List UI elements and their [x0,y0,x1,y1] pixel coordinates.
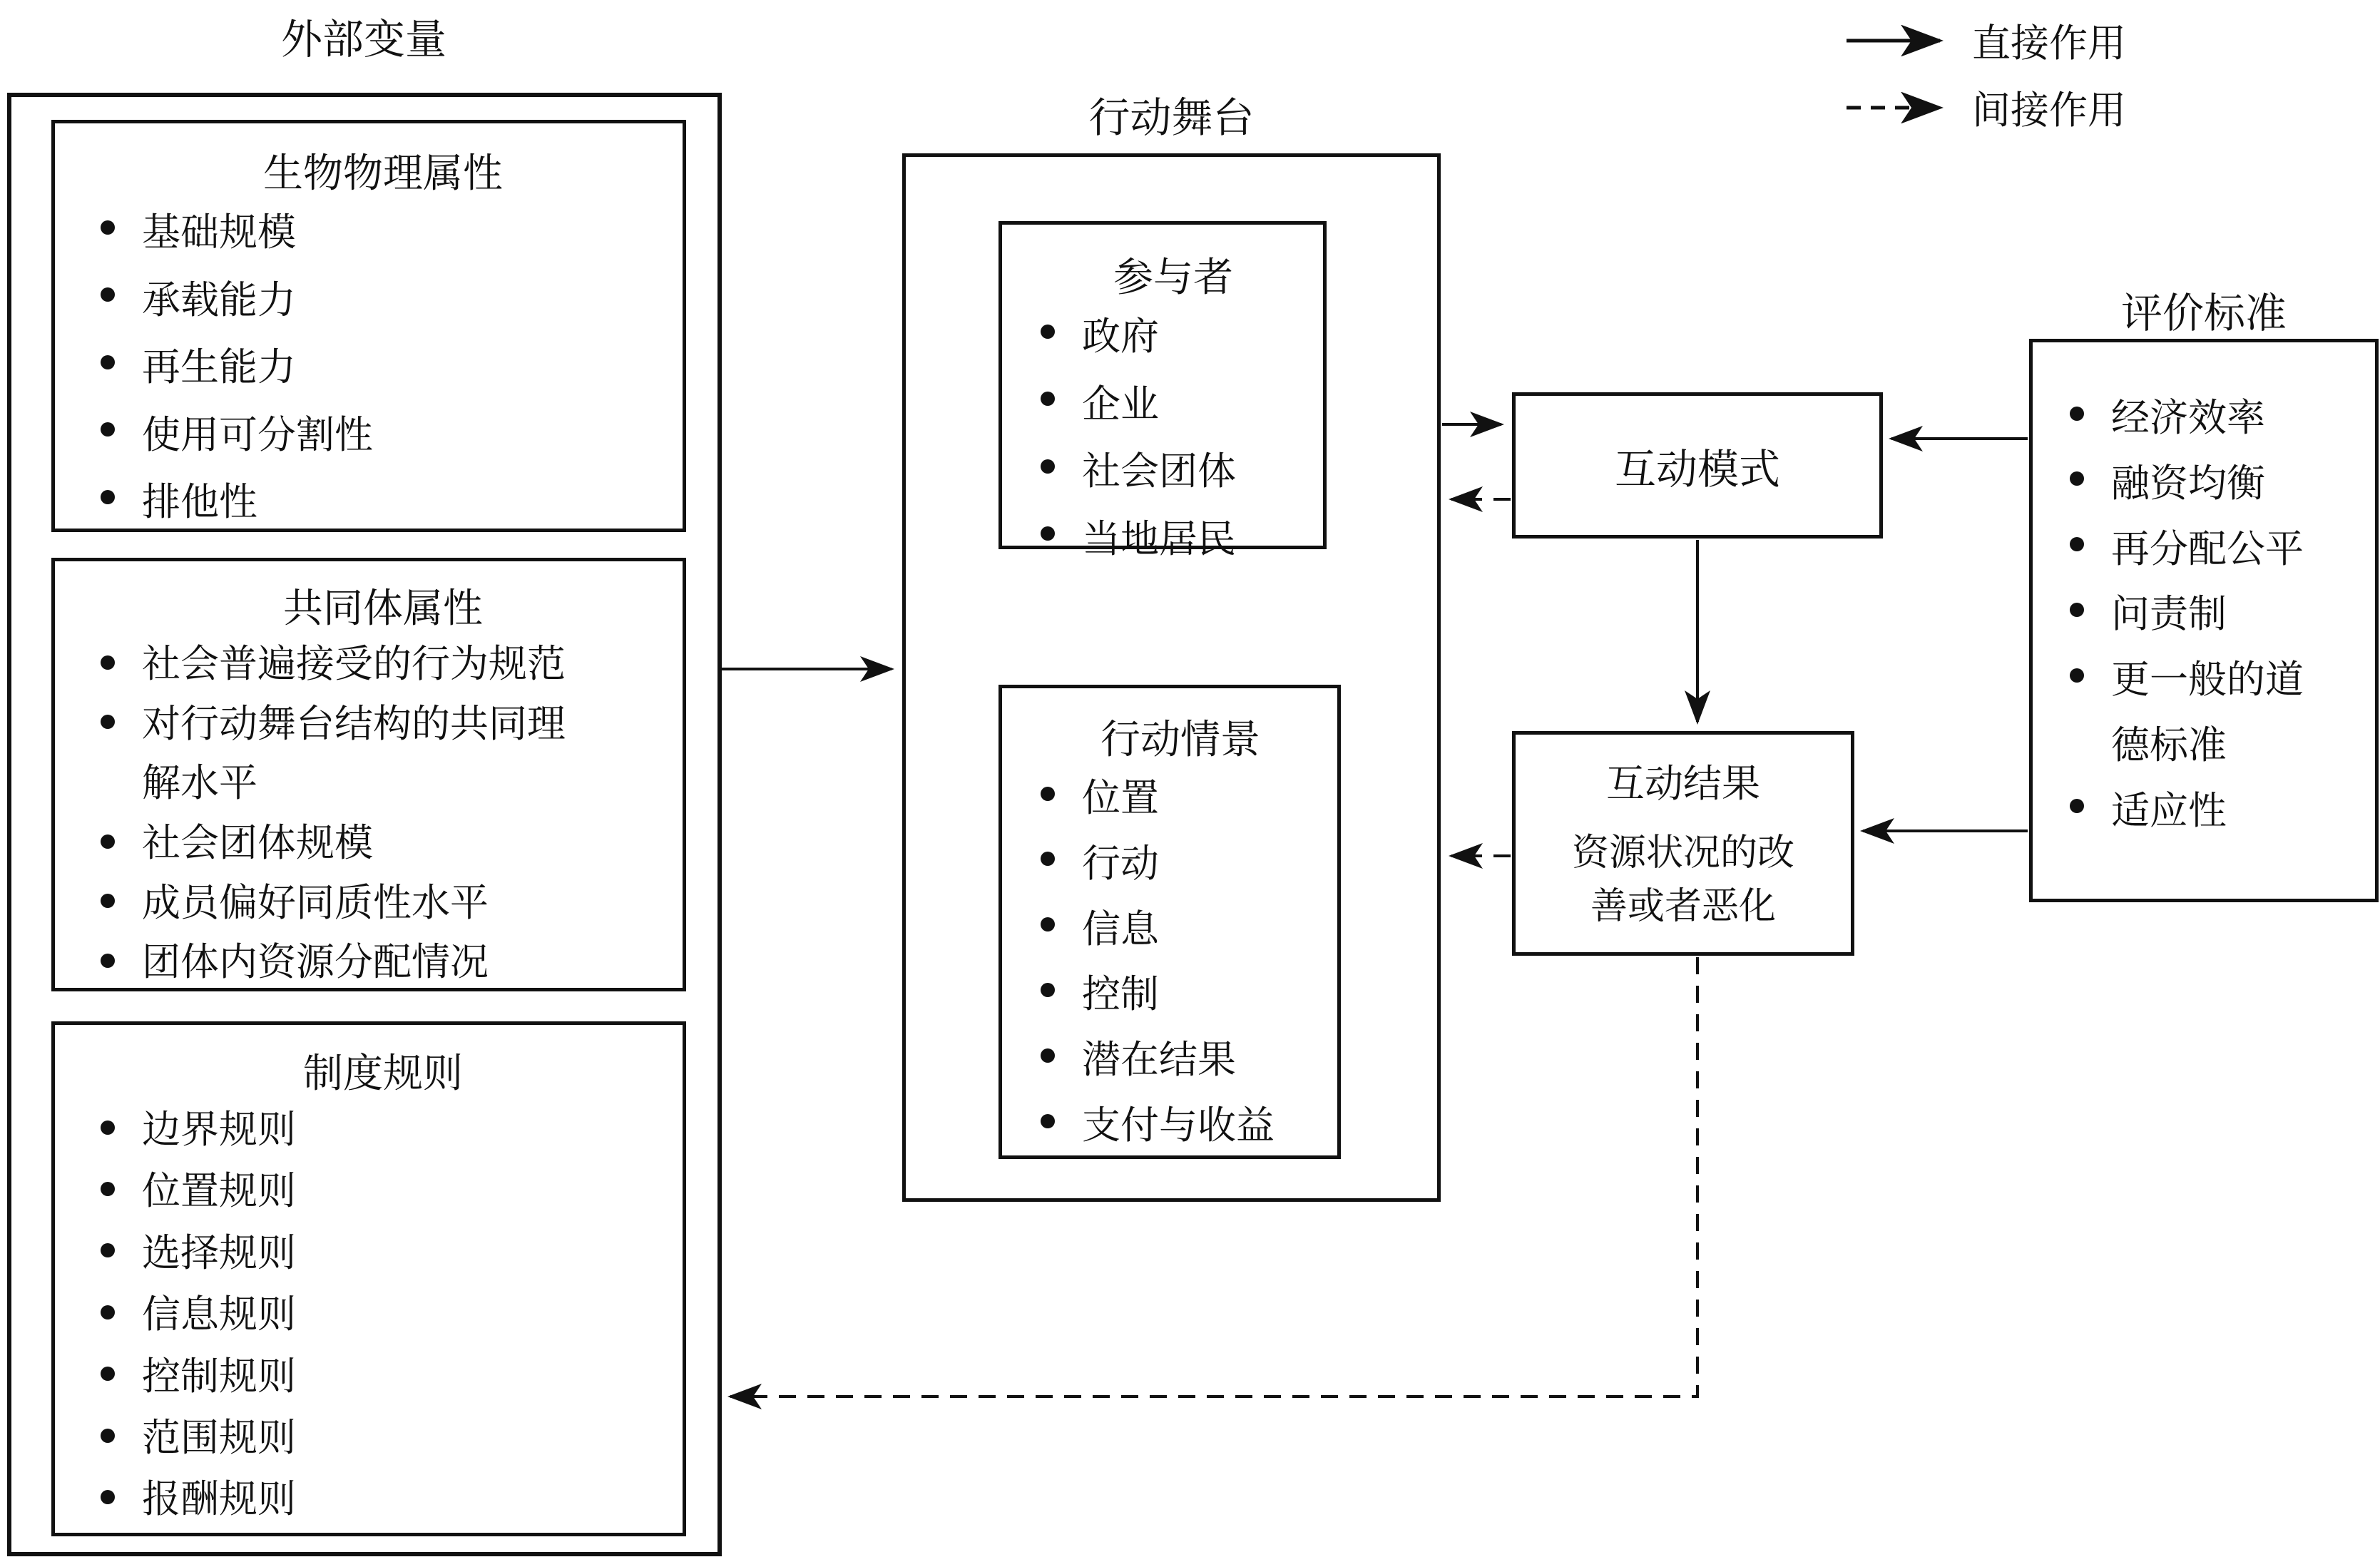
community-attributes-title: 共同体属性 [283,586,483,632]
legend-indirect-label: 间接作用 [1972,88,2126,133]
action-arena-title: 行动舞台 [1088,93,1255,142]
institutional-rules-list [91,1099,675,1531]
list-item: 控制规则 [91,1346,675,1407]
list-item: 问责制 [2060,581,2335,647]
list-item: 信息规则 [91,1284,675,1345]
evaluative-criteria-box [2029,339,2379,902]
community-attributes-box [51,558,686,991]
action-situation-box [999,685,1341,1159]
list-item: 边界规则 [91,1099,675,1160]
legend-direct-label: 直接作用 [1972,21,2126,66]
indirect-arrow-icon [1844,92,1951,123]
list-item: 企业 [1031,371,1316,439]
biophysical-attributes-box [51,120,686,532]
evaluative-criteria-list [2060,385,2375,844]
list-item: 基础规模 [91,199,675,267]
list-item: 位置 [1031,765,1330,831]
list-item: 行动 [1031,831,1330,897]
biophysical-attributes-list [91,199,675,536]
institutional-rules-title: 制度规则 [303,1051,463,1097]
interaction-pattern-box [1512,392,1883,538]
interaction-pattern-label: 互动模式 [1614,444,1780,494]
external-variables-title: 外部变量 [280,15,446,63]
participants-box [999,221,1327,561]
interaction-outcome-body: 资源状况的改善或者恶化 [1571,832,1794,929]
list-item: 对行动舞台结构的共同理解水平 [91,694,590,813]
list-item: 适应性 [2060,778,2335,844]
action-situation-list [1031,765,1330,1158]
list-item: 范围规则 [91,1407,675,1469]
list-item: 社会普遍接受的行为规范 [91,634,590,694]
list-item: 融资均衡 [2060,451,2335,516]
list-item: 再生能力 [91,334,675,402]
participants-title: 参与者 [1113,255,1233,301]
list-item: 使用可分割性 [91,402,675,469]
list-item: 团体内资源分配情况 [91,932,590,992]
evaluative-criteria-title: 评价标准 [2120,289,2287,337]
list-item: 控制 [1031,961,1330,1027]
biophysical-attributes-title: 生物物理属性 [263,150,503,197]
direct-arrow-icon [1844,25,1951,56]
list-item: 政府 [1031,303,1316,371]
list-item: 再分配公平 [2060,516,2335,582]
list-item: 当地居民 [1031,506,1316,573]
list-item: 报酬规则 [91,1469,675,1530]
list-item: 更一般的道德标准 [2060,647,2335,778]
participants-list [1031,303,1316,573]
list-item: 社会团体 [1031,438,1316,506]
list-item: 信息 [1031,897,1330,962]
interaction-outcome-box [1512,731,1854,956]
action-situation-title: 行动情景 [1100,717,1260,763]
list-item: 承载能力 [91,267,675,335]
list-item: 排他性 [91,469,675,536]
list-item: 潜在结果 [1031,1027,1330,1093]
institutional-rules-box [51,1021,686,1536]
list-item: 支付与收益 [1031,1093,1330,1158]
list-item: 社会团体规模 [91,813,590,873]
legend-direct [1844,13,2126,68]
community-attributes-list [91,634,675,992]
list-item: 成员偏好同质性水平 [91,873,590,933]
list-item: 经济效率 [2060,385,2335,451]
list-item: 位置规则 [91,1160,675,1222]
interaction-outcome-title: 互动结果 [1606,761,1760,806]
list-item: 选择规则 [91,1222,675,1284]
legend-indirect [1844,80,2126,135]
